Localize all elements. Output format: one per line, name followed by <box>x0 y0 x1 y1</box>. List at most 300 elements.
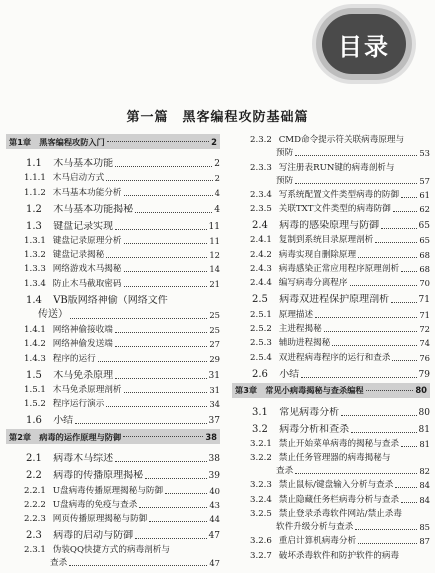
leader-dots <box>75 423 206 424</box>
leader-dots <box>107 141 209 142</box>
toc-entry-sub[interactable] <box>232 335 430 349</box>
entry-title: 网络游戏木马揭秘 <box>52 264 122 275</box>
entry-number: 2.4 <box>252 220 268 232</box>
page-number: 47 <box>209 558 220 569</box>
entry-number: 2.5.3 <box>250 338 272 349</box>
entry-number: 1.1.2 <box>24 187 46 198</box>
toc-entry-title <box>24 338 113 350</box>
entry-title: 键盘记录实现 <box>53 220 114 232</box>
toc-entry-title <box>24 485 163 497</box>
toc-entry-sec[interactable] <box>6 365 220 382</box>
page-number: 76 <box>419 352 430 363</box>
entry-title: 病毒实现自删除原理 <box>278 249 357 260</box>
leader-dots <box>301 377 416 378</box>
entry-number: 2.3.1 <box>24 545 46 556</box>
toc-entry-continuation[interactable] <box>6 307 220 322</box>
toc-entry-sec[interactable] <box>6 216 220 233</box>
entry-number: 1.5.1 <box>24 384 46 395</box>
page-number: 80 <box>418 407 430 418</box>
leader-dots <box>355 529 417 530</box>
page-number: 39 <box>208 471 220 482</box>
toc-entry-sub[interactable] <box>6 247 220 261</box>
page-number: 81 <box>418 424 430 435</box>
entry-title: 禁止任务管理器的病毒揭秘与 <box>278 453 391 464</box>
toc-entry-continuation[interactable] <box>6 556 220 569</box>
page-number: 37 <box>208 416 220 427</box>
entry-number: 1.3.3 <box>24 264 46 275</box>
entry-title: 病毒的感染原理与防御 <box>279 220 380 232</box>
toc-entry-sub[interactable] <box>232 201 430 215</box>
entry-title-continued: 预防 <box>276 175 294 186</box>
toc-entry-sec[interactable] <box>232 215 430 232</box>
entry-title: 小结 <box>279 368 300 380</box>
entry-title: 网页传播原理揭秘与防御 <box>52 514 148 525</box>
entry-number: 2.4.4 <box>250 278 272 289</box>
toc-entry-title <box>235 384 364 396</box>
leader-dots <box>106 257 207 258</box>
toc-entry-title <box>26 415 73 427</box>
toc-entry-title <box>24 353 96 365</box>
toc-entry-title <box>24 235 122 247</box>
entry-title: 编写病毒分离程序 <box>278 278 348 289</box>
entry-number: 2.2.3 <box>24 514 46 525</box>
toc-entry-title <box>250 277 348 289</box>
toc-entry-title <box>250 494 399 506</box>
page-number: 87 <box>419 536 430 547</box>
leader-dots <box>115 346 207 347</box>
entry-number: 1.6 <box>26 415 42 427</box>
leader-dots <box>375 242 417 243</box>
toc-entry-sub[interactable] <box>6 261 220 275</box>
leader-dots <box>358 257 417 258</box>
toc-entry-sub[interactable] <box>232 436 430 450</box>
entry-number: 1.5 <box>26 369 42 381</box>
toc-entry-title <box>24 499 137 511</box>
entry-title: 病毒的传播原理揭秘 <box>53 470 144 482</box>
toc-entry-sec[interactable] <box>6 410 220 427</box>
leader-dots <box>124 243 208 244</box>
toc-right-column <box>232 132 430 562</box>
entry-number: 1.1 <box>26 158 42 169</box>
entry-title: 程序的运行 <box>52 353 96 364</box>
toc-entry-sub[interactable] <box>6 170 220 184</box>
entry-title: 小结 <box>53 415 74 427</box>
toc-entry-sec[interactable] <box>6 448 220 465</box>
toc-entry-sec[interactable] <box>6 525 220 542</box>
toc-entry-sub[interactable] <box>232 306 430 320</box>
entry-title: 双进程病毒程序的运行和查杀 <box>278 352 391 363</box>
leader-dots <box>315 317 417 318</box>
leader-dots <box>115 166 212 167</box>
entry-title: 禁止登录杀毒软件网站/禁止杀毒 <box>278 509 402 520</box>
toc-entry-chap[interactable] <box>6 134 220 149</box>
toc-entry-title <box>26 370 113 382</box>
toc-entry-title <box>24 324 113 336</box>
entry-number: 2.2.2 <box>24 499 46 510</box>
entry-title: 写注册表RUN键的病毒剖析与 <box>278 162 395 173</box>
entry-number: 2.3.4 <box>250 189 272 200</box>
leader-dots <box>358 543 417 544</box>
entry-title: 关联TXT文件类型的病毒防御 <box>278 204 391 215</box>
entry-number: 2.2 <box>26 470 42 482</box>
entry-title: 木马基本功能分析 <box>52 187 122 198</box>
page-number: 38 <box>208 454 220 465</box>
toc-entry-sec[interactable] <box>6 465 220 482</box>
page-number: 71 <box>419 309 430 320</box>
leader-dots <box>98 361 208 362</box>
toc-entry-sub[interactable] <box>232 506 430 520</box>
entry-title: 网络神偷发送端 <box>52 339 113 350</box>
page-number: 38 <box>205 431 217 442</box>
toc-entry-title <box>250 189 399 201</box>
toc-entry-title <box>252 369 299 381</box>
entry-title: 禁止隐藏任务栏病毒分析与查杀 <box>278 494 400 505</box>
leader-dots <box>366 390 414 391</box>
toc-entry-title <box>26 158 113 170</box>
toc-entry-title <box>252 294 389 306</box>
leader-dots <box>392 360 417 361</box>
toc-entry-title <box>9 431 121 443</box>
entry-title: 原理描述 <box>278 309 314 320</box>
entry-title: 病毒双进程保护原理剖析 <box>279 294 390 306</box>
page-number: 14 <box>209 264 220 275</box>
toc-entry-title <box>26 470 143 482</box>
page-number: 61 <box>419 189 430 200</box>
toc-entry-sub[interactable] <box>6 511 220 525</box>
page-number: 71 <box>418 295 430 306</box>
entry-number: 2.4.2 <box>250 249 272 260</box>
toc-entry-sub[interactable] <box>232 159 430 173</box>
entry-title: 伪装QQ快捷方式的病毒剖析与 <box>52 545 170 556</box>
leader-dots <box>115 378 206 379</box>
toc-entry-sub[interactable] <box>6 482 220 496</box>
leader-dots <box>70 318 207 319</box>
toc-entry-sec[interactable] <box>6 153 220 170</box>
page-number: 72 <box>419 323 430 334</box>
leader-dots <box>401 197 417 198</box>
entry-number: 2.3.2 <box>250 135 272 146</box>
chapter-title: 黑客编程攻防入门 <box>39 136 105 147</box>
entry-title: 破坏杀毒软件和防护软件的病毒 <box>278 550 400 561</box>
toc-entry-title <box>252 220 379 232</box>
leader-dots <box>393 211 417 212</box>
chapter-number: 第2章 <box>9 431 32 442</box>
page-number: 11 <box>209 235 220 246</box>
toc-entry-title <box>250 352 390 364</box>
toc-entry-chap[interactable] <box>6 429 220 444</box>
leader-dots <box>295 183 417 184</box>
entry-title: 防止木马截取密码 <box>52 278 122 289</box>
page-number: 40 <box>209 485 220 496</box>
entry-title: 病毒分析和查杀 <box>279 423 350 435</box>
toc-entry-sub[interactable] <box>232 547 430 561</box>
toc-entry-title <box>250 550 399 562</box>
leader-dots <box>124 392 208 393</box>
page-number: 29 <box>209 353 220 364</box>
toc-entry-title <box>250 234 373 246</box>
toc-entry-sub[interactable] <box>232 261 430 275</box>
toc-entry-sub[interactable] <box>232 450 430 464</box>
entry-number: 3.2.3 <box>250 480 272 491</box>
page-number: 34 <box>209 399 220 410</box>
toc-entry-sub[interactable] <box>6 396 220 410</box>
toc-entry-title <box>250 323 322 335</box>
entry-number: 1.5.2 <box>24 399 46 410</box>
entry-number: 1.4.3 <box>24 353 46 364</box>
entry-title-continued: 预防 <box>276 148 294 159</box>
leader-dots <box>341 415 416 416</box>
page-number: 2 <box>214 159 220 169</box>
toc-entry-sub[interactable] <box>232 533 430 547</box>
leader-dots <box>391 302 416 303</box>
entry-title: 常见病毒分析 <box>279 406 340 418</box>
toc-badge-label: 目录 <box>338 32 390 61</box>
toc-entry-title <box>250 337 330 349</box>
page-number: 11 <box>208 221 220 232</box>
toc-left-column <box>6 132 220 569</box>
page-number: 85 <box>419 522 430 533</box>
entry-number: 2.5.2 <box>250 323 272 334</box>
toc-entry-sub[interactable] <box>232 246 430 260</box>
leader-dots <box>124 286 208 287</box>
toc-entry-sub[interactable] <box>232 349 430 363</box>
leader-dots <box>69 565 207 566</box>
page-number: 25 <box>209 309 220 320</box>
leader-dots <box>381 228 416 229</box>
entry-title: 重启计算机病毒分析 <box>278 536 357 547</box>
entry-title: 写系统配置文件类型病毒的防御 <box>278 189 400 200</box>
entry-number: 3.2.2 <box>250 453 272 464</box>
toc-entry-title <box>24 384 122 396</box>
entry-title: 程序运行演示 <box>52 399 105 410</box>
leader-dots <box>401 271 417 272</box>
page-number: 79 <box>418 369 430 380</box>
page-number: 84 <box>419 480 430 491</box>
entry-number: 1.4.2 <box>24 339 46 350</box>
leader-dots <box>124 271 208 272</box>
entry-number: 3.2.6 <box>250 536 272 547</box>
entry-number: 3.2.7 <box>250 550 272 561</box>
chapter-number: 第1章 <box>9 136 32 147</box>
page-number: 21 <box>209 278 220 289</box>
page-number: 4 <box>214 187 220 198</box>
entry-title: 木马免杀原理剖析 <box>52 384 122 395</box>
chapter-title: 病毒的运作原理与防御 <box>39 431 122 442</box>
toc-entry-title <box>250 249 356 261</box>
toc-entry-title <box>252 424 349 436</box>
toc-entry-title <box>250 452 390 464</box>
entry-number: 1.3.1 <box>24 235 46 246</box>
toc-entry-title <box>250 263 399 275</box>
toc-entry-title <box>24 172 104 184</box>
entry-number: 2.3 <box>26 530 42 542</box>
entry-title: 木马启动方式 <box>52 173 105 184</box>
entry-title: 键盘记录原理分析 <box>52 235 122 246</box>
toc-entry-sub[interactable] <box>6 382 220 396</box>
toc-entry-title <box>24 544 170 556</box>
entry-number: 2.4.1 <box>250 235 272 246</box>
toc-entry-sub[interactable] <box>6 275 220 289</box>
entry-number: 2.2.1 <box>24 485 46 496</box>
toc-entry-title <box>250 162 395 174</box>
toc-entry-title <box>24 278 122 290</box>
entry-title: 木马基本功能 <box>53 158 114 169</box>
entry-title-continued: 查杀 <box>276 466 294 477</box>
toc-entry-sec[interactable] <box>6 290 220 307</box>
entry-title: 病毒木马综述 <box>53 453 114 465</box>
toc-entry-sub[interactable] <box>232 232 430 246</box>
entry-title-continued: 传送） <box>38 308 68 320</box>
entry-title: 木马基本功能揭秘 <box>53 203 134 215</box>
toc-entry-sec[interactable] <box>232 419 430 436</box>
toc-entry-sub[interactable] <box>232 491 430 505</box>
leader-dots <box>139 507 207 508</box>
toc-entry-title <box>24 187 122 199</box>
toc-entry-sub[interactable] <box>232 477 430 491</box>
entry-number: 1.3 <box>26 220 42 232</box>
toc-entry-sub[interactable] <box>6 336 220 350</box>
page-number: 27 <box>209 339 220 350</box>
leader-dots <box>149 521 207 522</box>
page-number: 4 <box>214 204 220 215</box>
entry-title: 复制到系统目录原理剖析 <box>278 235 374 246</box>
leader-dots <box>295 473 417 474</box>
page-number: 44 <box>209 514 220 525</box>
leader-dots <box>395 487 417 488</box>
toc-entry-continuation[interactable] <box>232 174 430 187</box>
toc-entry-title <box>26 221 113 233</box>
entry-title: 辅助进程揭秘 <box>278 338 331 349</box>
toc-entry-title <box>250 309 313 321</box>
page-number: 65 <box>419 235 430 246</box>
leader-dots <box>135 212 212 213</box>
toc-entry-sub[interactable] <box>232 132 430 146</box>
leader-dots <box>106 406 207 407</box>
toc-entry-continuation[interactable] <box>232 464 430 477</box>
page-number: 25 <box>209 325 220 336</box>
page-number: 74 <box>419 338 430 349</box>
entry-title-continued: 软件升级分析与查杀 <box>276 522 354 533</box>
leader-dots <box>106 180 212 181</box>
toc-entry-title <box>250 438 399 450</box>
toc-entry-continuation[interactable] <box>232 146 430 159</box>
page-number: 80 <box>415 385 427 396</box>
leader-dots <box>351 432 416 433</box>
entry-number: 1.3.2 <box>24 250 46 261</box>
chapter-title: 常见小病毒揭秘与查杀编程 <box>265 385 364 396</box>
toc-entry-title <box>9 136 105 148</box>
entry-number: 2.5.1 <box>250 309 272 320</box>
toc-entry-title <box>26 295 168 307</box>
toc-entry-sec[interactable] <box>232 364 430 381</box>
entry-number: 2.1 <box>26 453 42 465</box>
toc-entry-sub[interactable] <box>6 350 220 364</box>
toc-entry-title <box>24 249 104 261</box>
toc-entry-continuation[interactable] <box>232 520 430 533</box>
leader-dots <box>165 493 207 494</box>
toc-entry-sub[interactable] <box>6 184 220 198</box>
toc-badge <box>322 14 406 74</box>
page-number: 82 <box>419 466 430 477</box>
entry-number: 3.1 <box>252 406 268 418</box>
leader-dots <box>401 502 417 503</box>
page-number: 84 <box>419 494 430 505</box>
entry-number: 2.5 <box>252 294 268 306</box>
part-title: 第一篇 黑客编程攻防基础篇 <box>126 110 309 125</box>
entry-number: 1.2 <box>26 203 42 215</box>
entry-number: 1.4.1 <box>24 325 46 336</box>
leader-dots <box>332 345 417 346</box>
page-number: 65 <box>418 221 430 232</box>
toc-entry-title <box>24 513 147 525</box>
page-number: 31 <box>209 384 220 395</box>
toc-entry-sub[interactable] <box>232 321 430 335</box>
entry-number: 1.4 <box>26 294 42 306</box>
entry-title-continued: 查杀 <box>50 558 68 569</box>
entry-title: U盘病毒传播原理揭秘与防御 <box>52 485 164 496</box>
entry-number: 3.2.4 <box>250 494 272 505</box>
toc-entry-title <box>252 407 339 419</box>
leader-dots <box>350 285 418 286</box>
page-number: 68 <box>419 264 430 275</box>
entry-number: 2.6 <box>252 368 268 380</box>
toc-entry-sub[interactable] <box>6 322 220 336</box>
toc-entry-sub[interactable] <box>6 542 220 556</box>
toc-entry-sec[interactable] <box>6 199 220 216</box>
entry-title: 病毒感染正常应用程序原理剖析 <box>278 264 400 275</box>
entry-title: U盘病毒的免疫与查杀 <box>52 499 138 510</box>
leader-dots <box>115 229 206 230</box>
leader-dots <box>124 195 213 196</box>
entry-title: 禁止开始菜单病毒的揭秘与查杀 <box>278 438 400 449</box>
toc-entry-title <box>250 535 356 547</box>
page-number: 70 <box>419 278 430 289</box>
page-number: 53 <box>419 148 430 159</box>
toc-entry-title <box>24 263 122 275</box>
toc-entry-chap[interactable] <box>232 383 430 398</box>
entry-title: 键盘记录揭秘 <box>52 250 105 261</box>
toc-entry-sub[interactable] <box>232 187 430 201</box>
toc-entry-title <box>250 508 402 520</box>
entry-title: CMD命令提示符关联病毒原理与 <box>278 135 405 146</box>
toc-entry-sec[interactable] <box>232 289 430 306</box>
leader-dots <box>324 331 418 332</box>
page-number: 47 <box>208 531 220 542</box>
entry-title: 网络神偷接收端 <box>52 325 113 336</box>
page-number: 81 <box>419 438 430 449</box>
toc-entry-title <box>26 204 133 216</box>
entry-number: 2.3.5 <box>250 204 272 215</box>
page-number: 2 <box>214 173 220 184</box>
entry-number: 3.2.5 <box>250 509 272 520</box>
entry-number: 3.2.1 <box>250 438 272 449</box>
toc-entry-title <box>250 134 404 146</box>
toc-entry-title <box>250 479 393 491</box>
leader-dots <box>115 461 206 462</box>
toc-entry-sub[interactable] <box>232 275 430 289</box>
toc-entry-sub[interactable] <box>6 497 220 511</box>
toc-entry-sub[interactable] <box>6 233 220 247</box>
leader-dots <box>135 538 206 539</box>
entry-title: VB版网络神偷（网络文件 <box>53 294 168 306</box>
entry-number: 1.3.4 <box>24 278 46 289</box>
toc-entry-sec[interactable] <box>232 402 430 419</box>
page-number: 43 <box>209 499 220 510</box>
toc-entry-title <box>26 453 113 465</box>
page-number: 57 <box>419 175 430 186</box>
entry-title: 主进程揭秘 <box>278 323 322 334</box>
entry-number: 1.1.1 <box>24 173 46 184</box>
